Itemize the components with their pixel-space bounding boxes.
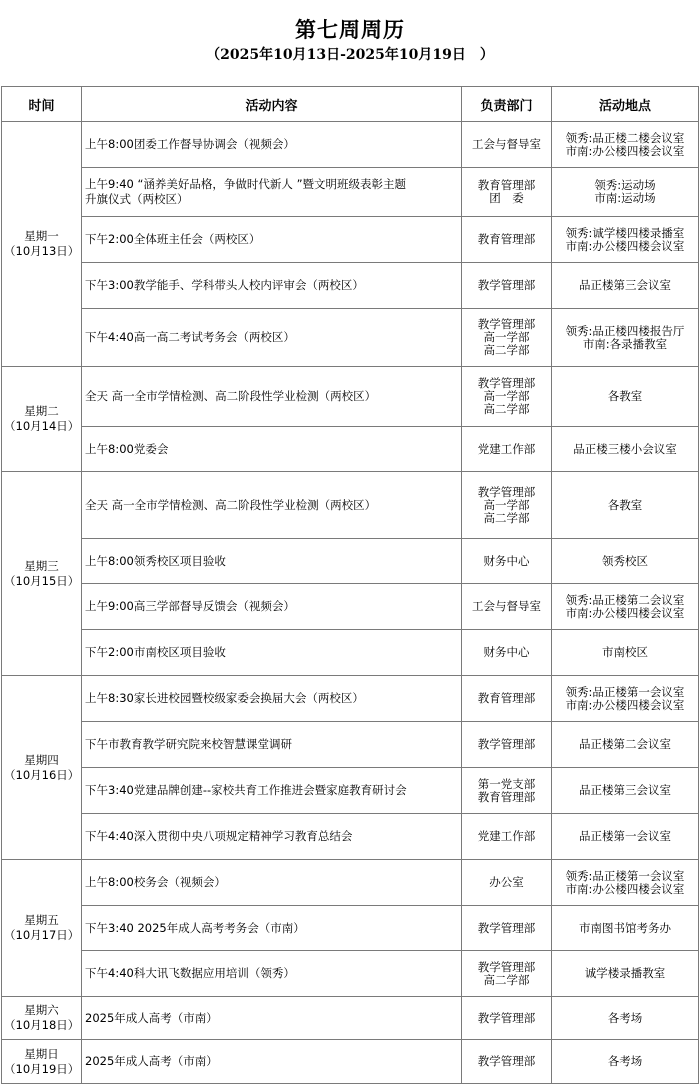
- table-row: [2, 367, 699, 427]
- dept-text: 高一学部: [483, 389, 530, 403]
- dept-cell: [462, 539, 552, 584]
- dept-text: 团 委: [489, 191, 524, 205]
- activity-cell: [82, 997, 462, 1040]
- activity-cell: [82, 539, 462, 584]
- place-text: 领秀:品正楼第一会议室: [565, 868, 685, 883]
- place-cell: [552, 951, 699, 997]
- date-label: （10月14日）: [4, 419, 80, 433]
- table-row: [2, 860, 699, 906]
- activity-text: 上午9:40 “涵养美好品格，争做时代新人 ”暨文明班级表彰主题: [85, 177, 407, 191]
- table-row: [2, 263, 699, 309]
- activity-text: 全天 高一全市学情检测、高二阶段性学业检测（两校区）: [85, 389, 377, 403]
- place-text: 品正楼第二会议室: [579, 737, 671, 751]
- activity-cell: [82, 676, 462, 722]
- dept-cell: [462, 630, 552, 676]
- dept-text: 教育管理部: [477, 232, 536, 246]
- dept-cell: [462, 814, 552, 860]
- activity-text: 2025年成人高考（市南）: [85, 1010, 218, 1025]
- day-cell: [2, 367, 82, 472]
- weekday-label: 星期一: [24, 229, 59, 243]
- dept-text: 高二学部: [483, 402, 530, 416]
- activity-text: 下午3:40 2025年成人高考考务会（市南）: [85, 920, 305, 935]
- date-label: （10月13日）: [4, 244, 80, 258]
- table-row: [2, 217, 699, 263]
- table-row: [2, 814, 699, 860]
- dept-text: 工会与督导室: [472, 599, 541, 613]
- table-row: [2, 472, 699, 539]
- dept-cell: [462, 676, 552, 722]
- activity-text: 2025年成人高考（市南）: [85, 1054, 218, 1068]
- dept-text: 教学管理部: [477, 484, 536, 499]
- activity-text: 下午4:40科大讯飞数据应用培训（领秀）: [85, 966, 295, 980]
- weekly-schedule-table: [1, 86, 699, 1084]
- dept-text: 教学管理部: [477, 376, 536, 390]
- dept-cell: [462, 860, 552, 906]
- activity-cell: [82, 630, 462, 676]
- place-cell: [552, 263, 699, 309]
- activity-text: 上午8:00领秀校区项目验收: [85, 553, 226, 568]
- table-row: [2, 676, 699, 722]
- dept-cell: [462, 584, 552, 630]
- dept-text: 教育管理部: [477, 178, 536, 192]
- activity-text: 下午3:40党建品牌创建--家校共育工作推进会暨家庭教育研讨会: [85, 783, 407, 797]
- weekday-label: 星期日: [24, 1046, 59, 1061]
- place-text: 领秀:运动场: [594, 178, 656, 192]
- dept-text: 教学管理部: [477, 278, 536, 292]
- dept-cell: [462, 472, 552, 539]
- activity-cell: [82, 309, 462, 367]
- schedule-body: [2, 122, 699, 1084]
- place-text: 品正楼第三会议室: [579, 278, 671, 292]
- dept-text: 教学管理部: [477, 1010, 536, 1025]
- table-row: [2, 309, 699, 367]
- table-row: [2, 168, 699, 217]
- place-text: 各教室: [607, 389, 643, 403]
- dept-cell: [462, 722, 552, 768]
- place-text: 品正楼三楼小会议室: [573, 441, 677, 456]
- place-text: 市南:办公楼四楼会议室: [565, 697, 685, 712]
- activity-cell: [82, 951, 462, 997]
- table-row: [2, 1040, 699, 1084]
- activity-cell: [82, 168, 462, 217]
- dept-text: 教育管理部: [477, 691, 536, 705]
- activity-text: 升旗仪式（两校区）: [85, 192, 189, 206]
- page-title: 第七周周历: [295, 17, 405, 42]
- place-text: 品正楼第一会议室: [579, 829, 671, 843]
- dept-cell: [462, 367, 552, 427]
- place-text: 各教室: [607, 497, 643, 512]
- dept-cell: [462, 906, 552, 951]
- header-dept: 负责部门: [462, 87, 552, 122]
- dept-text: 教学管理部: [477, 317, 536, 331]
- header-activity: 活动内容: [82, 87, 462, 122]
- activity-text: 上午9:00高三学部督导反馈会（视频会）: [85, 599, 295, 613]
- activity-cell: [82, 814, 462, 860]
- place-text: 市南图书馆考务办: [579, 920, 671, 935]
- activity-cell: [82, 584, 462, 630]
- header-row: [2, 87, 699, 122]
- dept-cell: [462, 427, 552, 472]
- activity-text: 下午2:00全体班主任会（两校区）: [85, 232, 261, 246]
- dept-text: 教育管理部: [477, 789, 536, 804]
- place-cell: [552, 860, 699, 906]
- activity-text: 下午市教育教学研究院来校智慧课堂调研: [85, 737, 292, 751]
- dept-cell: [462, 168, 552, 217]
- dept-text: 教学管理部: [477, 737, 536, 751]
- place-text: 各考场: [607, 1010, 643, 1025]
- dept-cell: [462, 217, 552, 263]
- date-range-subtitle: （2025年10月13日-2025年10月19日 ）: [206, 47, 494, 63]
- day-cell: [2, 676, 82, 860]
- place-cell: [552, 217, 699, 263]
- dept-text: 高二学部: [483, 510, 530, 525]
- place-text: 市南:各录播教室: [582, 336, 668, 351]
- activity-cell: [82, 263, 462, 309]
- place-text: 市南校区: [602, 645, 648, 659]
- place-cell: [552, 722, 699, 768]
- place-cell: [552, 630, 699, 676]
- dept-text: 高二学部: [483, 343, 530, 357]
- dept-cell: [462, 951, 552, 997]
- place-cell: [552, 997, 699, 1040]
- place-cell: [552, 906, 699, 951]
- activity-text: 下午2:00市南校区项目验收: [85, 645, 226, 659]
- dept-text: 财务中心: [483, 553, 530, 568]
- activity-cell: [82, 768, 462, 814]
- day-cell: [2, 122, 82, 367]
- date-label: （10月15日）: [4, 573, 80, 588]
- place-text: 领秀:品正楼第二会议室: [565, 592, 685, 607]
- dept-cell: [462, 1040, 552, 1084]
- dept-cell: [462, 263, 552, 309]
- place-cell: [552, 472, 699, 539]
- table-row: [2, 768, 699, 814]
- dept-text: 财务中心: [483, 645, 530, 659]
- activity-cell: [82, 427, 462, 472]
- place-text: 市南:办公楼四楼会议室: [565, 605, 685, 620]
- place-cell: [552, 768, 699, 814]
- date-label: （10月16日）: [4, 767, 80, 782]
- place-cell: [552, 309, 699, 367]
- weekday-label: 星期四: [24, 752, 59, 767]
- place-text: 品正楼第三会议室: [579, 783, 671, 797]
- place-text: 市南:办公楼四楼会议室: [565, 143, 685, 158]
- table-row: [2, 427, 699, 472]
- place-text: 领秀:品正楼二楼会议室: [565, 130, 685, 145]
- day-cell: [2, 472, 82, 676]
- table-row: [2, 630, 699, 676]
- day-cell: [2, 1040, 82, 1084]
- date-label: （10月17日）: [4, 928, 80, 942]
- activity-text: 上午8:00校务会（视频会）: [85, 875, 226, 889]
- header-place: 活动地点: [552, 87, 699, 122]
- place-text: 市南:办公楼四楼会议室: [565, 881, 685, 896]
- place-text: 领秀校区: [602, 553, 648, 568]
- activity-cell: [82, 1040, 462, 1084]
- dept-text: 党建工作部: [477, 441, 536, 456]
- place-cell: [552, 584, 699, 630]
- place-cell: [552, 367, 699, 427]
- table-row: [2, 997, 699, 1040]
- date-label: （10月19日）: [4, 1061, 80, 1076]
- weekday-label: 星期二: [24, 404, 59, 418]
- dept-cell: [462, 768, 552, 814]
- dept-cell: [462, 122, 552, 168]
- table-row: [2, 122, 699, 168]
- activity-cell: [82, 367, 462, 427]
- weekday-label: 星期五: [24, 913, 59, 927]
- dept-text: 教学管理部: [477, 920, 536, 935]
- header-time: 时间: [2, 87, 82, 122]
- activity-text: 上午8:00党委会: [85, 441, 169, 456]
- date-label: （10月18日）: [4, 1018, 80, 1032]
- dept-text: 教学管理部: [477, 1054, 536, 1068]
- dept-text: 高二学部: [483, 972, 530, 987]
- day-cell: [2, 860, 82, 997]
- activity-cell: [82, 722, 462, 768]
- table-row: [2, 951, 699, 997]
- place-cell: [552, 168, 699, 217]
- place-cell: [552, 539, 699, 584]
- dept-text: 高一学部: [483, 497, 530, 512]
- dept-text: 工会与督导室: [472, 137, 541, 151]
- table-row: [2, 539, 699, 584]
- dept-text: 办公室: [489, 875, 524, 889]
- activity-cell: [82, 217, 462, 263]
- place-text: 各考场: [607, 1054, 643, 1068]
- table-row: [2, 906, 699, 951]
- activity-text: 上午8:30家长进校园暨校级家委会换届大会（两校区）: [85, 691, 364, 705]
- place-cell: [552, 1040, 699, 1084]
- activity-cell: [82, 122, 462, 168]
- activity-text: 下午4:40高一高二考试考务会（两校区）: [85, 330, 295, 344]
- weekday-label: 星期三: [24, 558, 59, 573]
- dept-cell: [462, 309, 552, 367]
- place-cell: [552, 676, 699, 722]
- dept-text: 党建工作部: [477, 829, 536, 843]
- place-text: 诚学楼录播教室: [584, 966, 666, 980]
- activity-cell: [82, 472, 462, 539]
- place-text: 领秀:品正楼第一会议室: [565, 684, 685, 699]
- dept-text: 教学管理部: [477, 959, 536, 974]
- table-row: [2, 584, 699, 630]
- place-text: 市南:运动场: [594, 191, 656, 205]
- activity-text: 下午4:40深入贯彻中央八项规定精神学习教育总结会: [85, 829, 353, 843]
- place-text: 市南:办公楼四楼会议室: [565, 238, 685, 253]
- activity-cell: [82, 906, 462, 951]
- activity-cell: [82, 860, 462, 906]
- table-row: [2, 722, 699, 768]
- place-cell: [552, 122, 699, 168]
- activity-text: 上午8:00团委工作督导协调会（视频会）: [85, 137, 295, 151]
- dept-text: 高一学部: [483, 330, 530, 344]
- place-text: 领秀:诚学楼四楼录播室: [565, 225, 685, 240]
- dept-cell: [462, 997, 552, 1040]
- weekday-label: 星期六: [24, 1003, 59, 1017]
- place-cell: [552, 427, 699, 472]
- place-text: 领秀:品正楼四楼报告厅: [565, 323, 685, 338]
- activity-text: 下午3:00教学能手、学科带头人校内评审会（两校区）: [85, 278, 364, 292]
- dept-text: 第一党支部: [477, 776, 536, 791]
- day-cell: [2, 997, 82, 1040]
- place-cell: [552, 814, 699, 860]
- activity-text: 全天 高一全市学情检测、高二阶段性学业检测（两校区）: [85, 497, 377, 512]
